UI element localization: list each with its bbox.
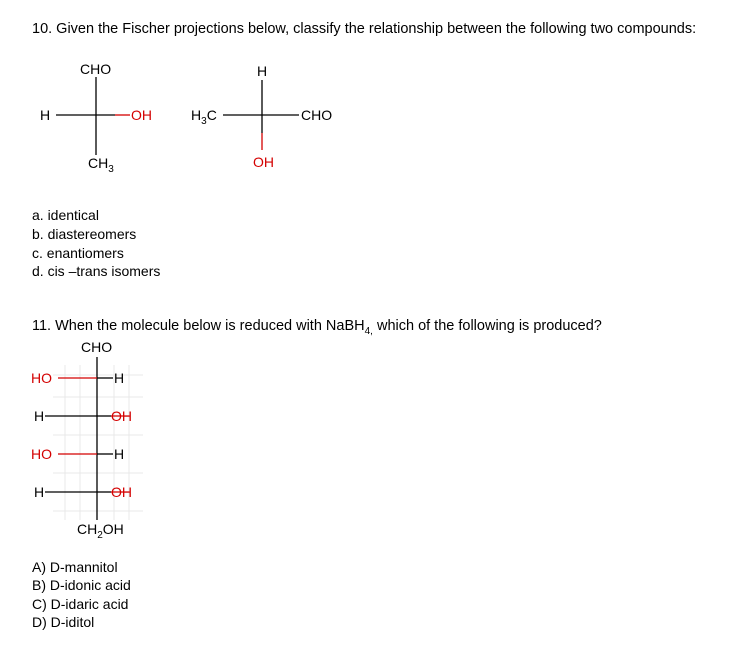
q11-option-a[interactable]: A) D-mannitol (32, 559, 118, 575)
question-10-text: 10. Given the Fischer projections below, classify the relationship between the following two compounds: (32, 21, 697, 37)
fischer3-row2-right: OH (111, 408, 132, 424)
fischer3-row4-left: H (34, 484, 45, 500)
q10-option-d[interactable]: d. cis –trans isomers (32, 263, 161, 279)
fischer3-row3-left: HO (31, 446, 52, 462)
fischer3-row3-right: H (114, 446, 125, 462)
fischer1-left: H (40, 107, 51, 123)
fischer3-bottom: $CH_2OH$ (77, 521, 124, 541)
fischer1-bottom: $CH_3$ (88, 155, 114, 175)
q11-option-c[interactable]: C) D-idaric acid (32, 596, 129, 612)
fischer2-bottom: OH (253, 154, 274, 170)
fischer3-row4-right: OH (111, 484, 132, 500)
fischer3-row1-left: HO (31, 370, 52, 386)
fischer3-top: CHO (81, 339, 113, 355)
q11-option-d[interactable]: D) D-iditol (32, 614, 95, 630)
q10-option-c[interactable]: c. enantiomers (32, 245, 124, 261)
fischer-projection-2 (185, 55, 355, 185)
fischer2-right: CHO (301, 107, 333, 123)
fischer2-left: $H_3C$ (191, 107, 217, 127)
fischer3-row2-left: H (34, 408, 45, 424)
q11-option-b[interactable]: B) D-idonic acid (32, 577, 131, 593)
q10-option-b[interactable]: b. diastereomers (32, 226, 137, 242)
fischer2-top: H (257, 63, 268, 79)
q10-option-a[interactable]: a. identical (32, 207, 99, 223)
fischer1-right: OH (131, 107, 152, 123)
fischer-projection-1 (30, 55, 170, 185)
fischer-projection-3 (25, 335, 165, 545)
fischer1-top: CHO (80, 61, 112, 77)
fischer3-row1-right: H (114, 370, 125, 386)
question-11-text: 11. When the molecule below is reduced with NaBH$_{4,}$ which of the following is produced? (32, 318, 602, 337)
